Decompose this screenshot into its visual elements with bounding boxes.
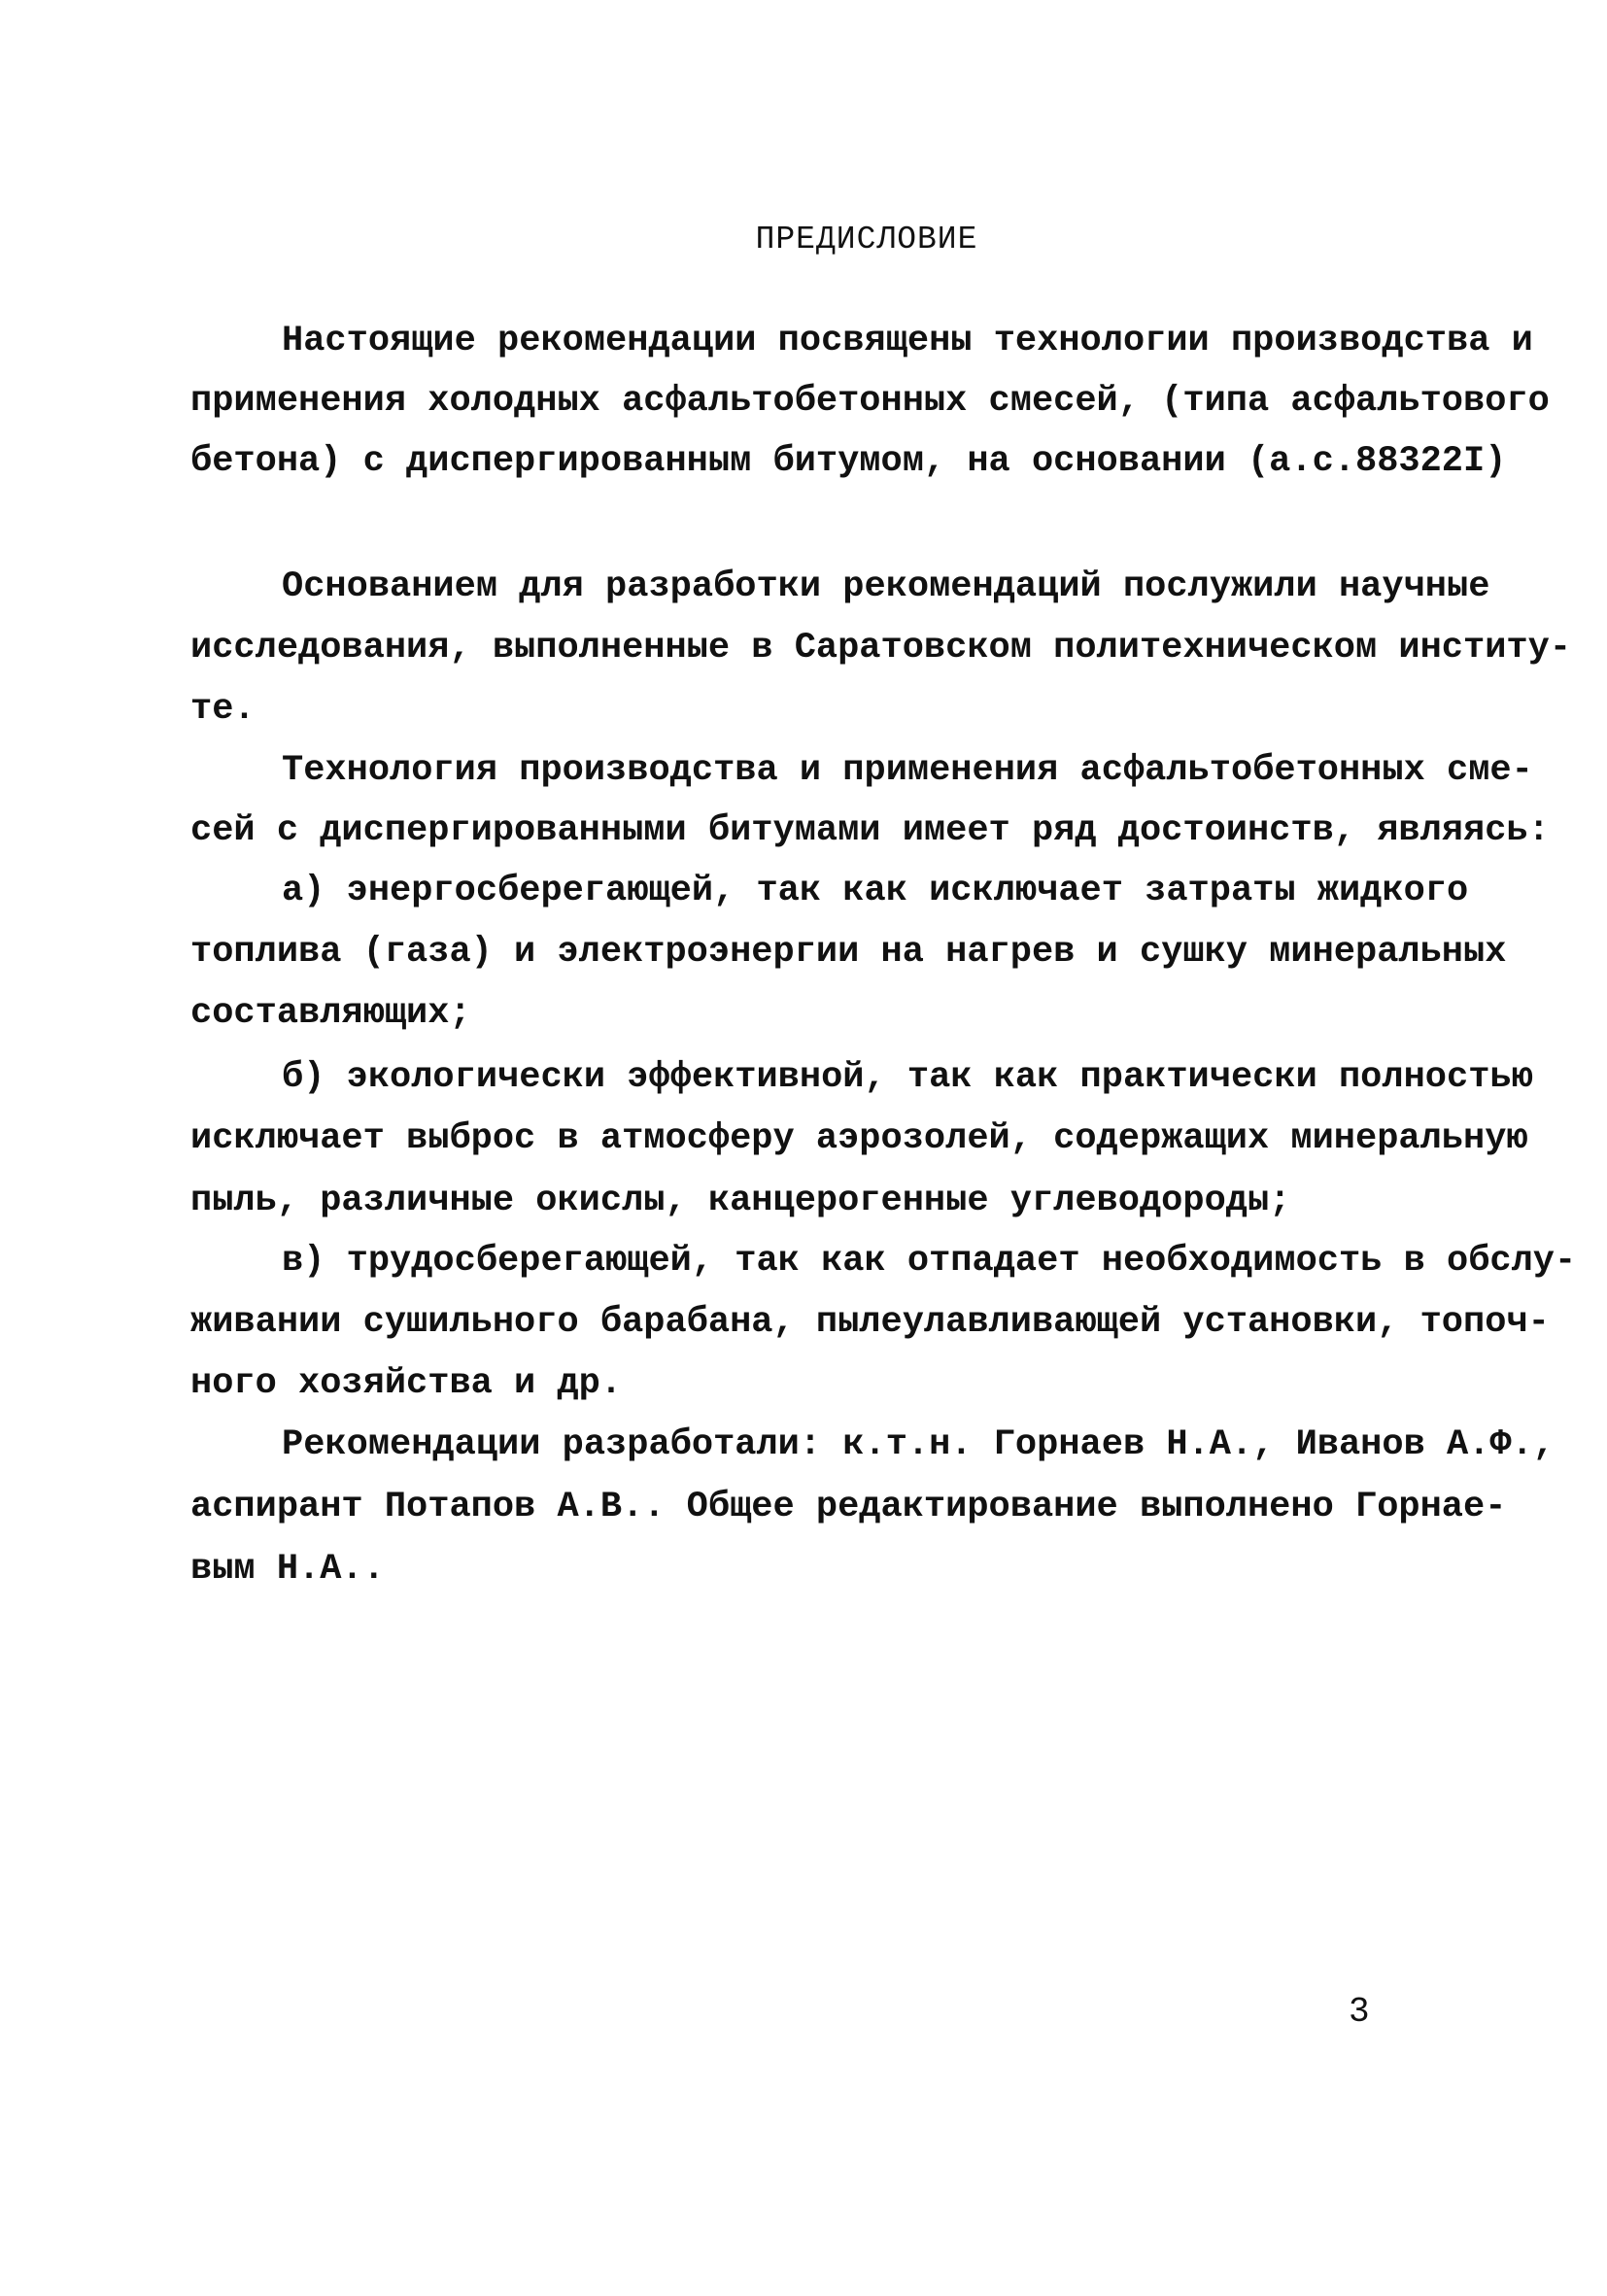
text-line: ного хозяйства и др. (190, 1363, 623, 1404)
text-line: те. (190, 689, 256, 730)
text-line: Настоящие рекомендации посвящены технологии производства и (282, 321, 1533, 361)
text-line: а) энергосберегающей, так как исключает затраты жидкого (282, 871, 1469, 911)
page-number: 3 (1349, 1992, 1370, 2032)
text-line: Основанием для разработки рекомендаций послужили научные (282, 566, 1490, 607)
text-line: топлива (газа) и электроэнергии на нагрев и сушку минеральных (190, 932, 1507, 973)
text-line: составляющих; (190, 993, 471, 1034)
text-line: Рекомендации разработали: к.т.н. Горнаев Н.А., Иванов А.Ф., (282, 1424, 1556, 1465)
text-line: Технология производства и применения асфальтобетонных сме- (282, 750, 1533, 791)
text-line: сей с диспергированными битумами имеет ряд достоинств, являясь: (190, 810, 1550, 851)
text-line: применения холодных асфальтобетонных смесей, (типа асфальтового (190, 381, 1550, 422)
text-line: бетона) с диспергированным битумом, на основании (а.с.88322I) (190, 441, 1507, 482)
text-line: пыль, различные окислы, канцерогенные углеводороды; (190, 1181, 1291, 1221)
text-line: в) трудосберегающей, так как отпадает необходимость в обслу- (282, 1241, 1577, 1282)
text-line: живании сушильного барабана, пылеулавливающей установки, топоч- (190, 1302, 1550, 1343)
text-line: исследования, выполненные в Саратовском политехническом институ- (190, 628, 1572, 668)
text-line: аспирант Потапов А.В.. Общее редактирование выполнено Горнае- (190, 1487, 1507, 1527)
text-line: б) экологически эффективной, так как практически полностью (282, 1057, 1533, 1098)
text-line: вым Н.А.. (190, 1549, 385, 1590)
page-title: ПРЕДИСЛОВИЕ (755, 222, 978, 257)
text-line: исключает выброс в атмосферу аэрозолей, содержащих минеральную (190, 1118, 1528, 1159)
